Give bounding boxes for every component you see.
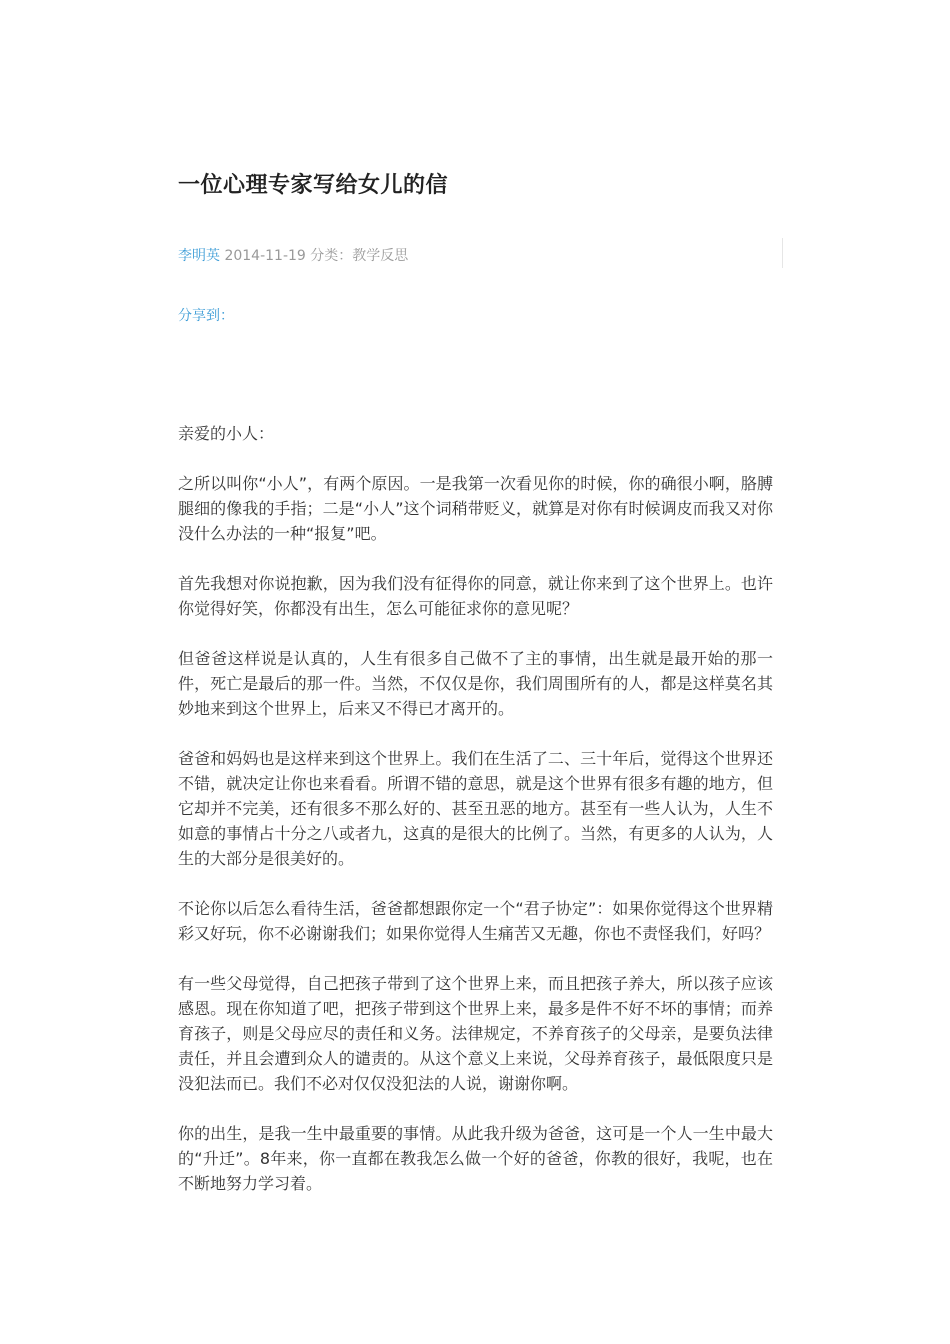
category-link[interactable]: 教学反思 [352, 248, 409, 264]
meta-divider [782, 238, 783, 268]
article-title: 一位心理专家写给女儿的信 [178, 173, 449, 198]
publish-date: 2014-11-19 [224, 248, 306, 264]
share-label: 分享到： [178, 308, 234, 324]
body-paragraph: 爸爸和妈妈也是这样来到这个世界上。我们在生活了二、三十年后，觉得这个世界还不错，就决定让你也来看看。所谓不错的意思，就是这个世界有很多有趣的地方，但它却并不完美，还有很多不那么好的、甚至丑恶的地方。甚至有一些人认为，人生不如意的事情占十分之八或者九，这真的是很大的比例了。当然，有更多的人认为，人生的大部分是很美好的。 [178, 749, 773, 868]
body-paragraph: 你的出生，是我一生中最重要的事情。从此我升级为爸爸，这可是一个人一生中最大的“升迁”。8年来，你一直都在教我怎么做一个好的爸爸，你教的很好，我呢，也在不断地努力学习着。 [178, 1124, 773, 1193]
body-paragraph: 有一些父母觉得，自己把孩子带到了这个世界上来，而且把孩子养大，所以孩子应该感恩。现在你知道了吧，把孩子带到这个世界上来，最多是件不好不坏的事情；而养育孩子，则是父母应尽的责任和义务。法律规定，不养育孩子的父母亲，是要负法律责任，并且会遭到众人的谴责的。从这个意义上来说，父母养育孩子，最低限度只是没犯法而已。我们不必对仅仅没犯法的人说，谢谢你啊。 [178, 974, 773, 1093]
article-meta [178, 245, 408, 265]
body-paragraph: 首先我想对你说抱歉，因为我们没有征得你的同意，就让你来到了这个世界上。也许你觉得好笑，你都没有出生，怎么可能征求你的意见呢？ [178, 574, 773, 618]
author-link[interactable]: 李明英 [178, 248, 220, 264]
body-paragraph: 之所以叫你“小人”，有两个原因。一是我第一次看见你的时候，你的确很小啊，胳膊腿细的像我的手指；二是“小人”这个词稍带贬义，就算是对你有时候调皮而我又对你没什么办法的一种“报复”吧。 [178, 474, 773, 543]
body-paragraph: 不论你以后怎么看待生活，爸爸都想跟你定一个“君子协定”：如果你觉得这个世界精彩又好玩，你不必谢谢我们；如果你觉得人生痛苦又无趣，你也不责怪我们，好吗？ [178, 899, 773, 943]
body-paragraph: 亲爱的小人： [178, 424, 275, 443]
category-label: 分类： [310, 248, 353, 264]
body-paragraph: 但爸爸这样说是认真的，人生有很多自己做不了主的事情，出生就是最开始的那一件，死亡是最后的那一件。当然，不仅仅是你，我们周围所有的人，都是这样莫名其妙地来到这个世界上，后来又不得已才离开的。 [178, 649, 773, 718]
article-body [178, 421, 773, 1221]
